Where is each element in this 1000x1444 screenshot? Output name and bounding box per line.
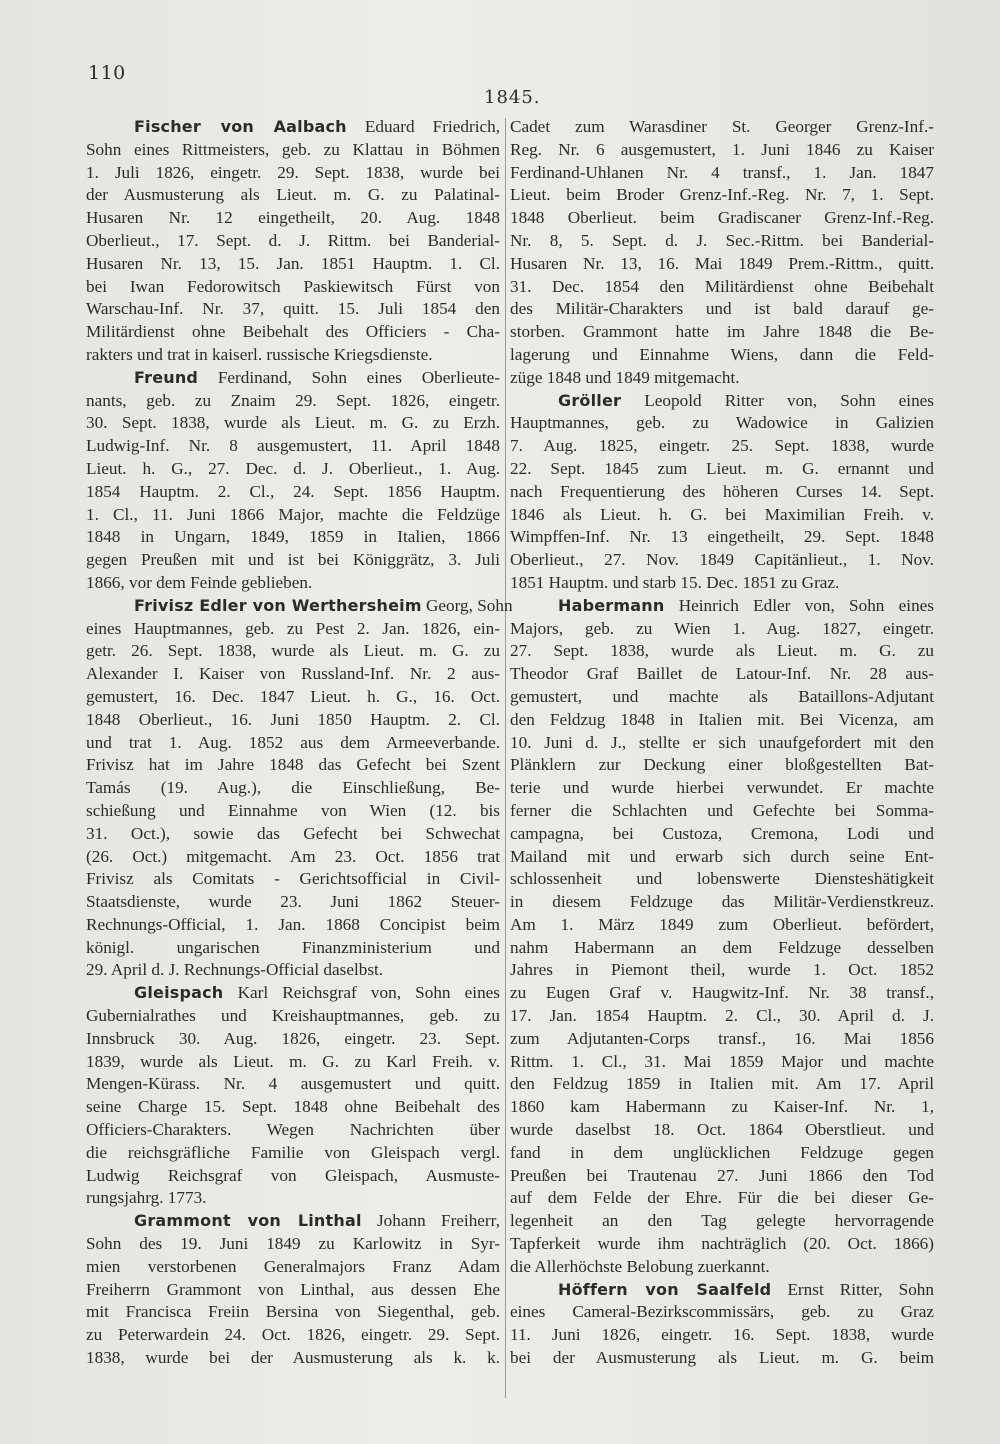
entry-line: Ludwig-Inf. Nr. 8 ausgemustert, 11. April 1848 [86, 436, 500, 456]
entry-line: 1. Juli 1826, eingetr. 29. Sept. 1838, wurde bei [86, 162, 500, 182]
biography-entry [86, 982, 500, 1210]
entry-line: Rittm. 1. Cl., 31. Mai 1859 Major und machte [510, 1051, 934, 1071]
entry-line: gemustert, und machte als Bataillons-Adjutant [510, 686, 934, 706]
entry-line: Rechnungs-Official, 1. Jan. 1868 Concipist beim [86, 914, 500, 934]
entry-text: Cadet zum Warasdiner St. Georger Grenz-Inf.- [510, 117, 934, 136]
entry-line: ferner die Schlachten und Gefechte bei Somma- [510, 800, 934, 820]
entry-line: 27. Sept. 1838, wurde als Lieut. m. G. zu [510, 641, 934, 661]
entry-name: Freund [134, 367, 199, 387]
entry-line: fand in dem unglücklichen Feldzuge gegen [510, 1142, 934, 1162]
entry-line: lagerung und Einnahme Wiens, dann die Feld- [510, 344, 934, 364]
entry-line: 1860 kam Habermann zu Kaiser-Inf. Nr. 1, [510, 1097, 934, 1117]
entry-line [510, 390, 934, 413]
entry-line: 7. Aug. 1825, eingetr. 25. Sept. 1838, wurde [510, 436, 934, 456]
entry-line: eines Cameral-Bezirkscommissärs, geb. zu Graz [510, 1302, 934, 1322]
entry-line: 1838, wurde bei der Ausmusterung als k. k. [86, 1348, 500, 1368]
entry-line: Ludwig Reichsgraf von Gleispach, Ausmuste- [86, 1165, 500, 1185]
entry-line: legenheit an den Tag gelegte hervorragende [510, 1211, 934, 1231]
biography-entry [86, 1210, 500, 1370]
entry-line: des Militär-Charakters und ist bald darauf ge- [510, 299, 934, 319]
entry-text: Ferdinand, Sohn eines Oberlieute- [198, 367, 500, 387]
entry-line: Wimpffen-Inf. Nr. 13 eingetheilt, 29. Sept. 1848 [510, 527, 934, 547]
entry-line [86, 982, 500, 1005]
entry-line: campagna, bei Custoza, Cremona, Lodi und [510, 823, 934, 843]
entry-text: Eduard Friedrich, [346, 117, 500, 136]
entry-line: 1854 Hauptm. 2. Cl., 24. Sept. 1856 Hauptm. [86, 481, 500, 501]
entry-line [86, 367, 500, 390]
biography-entry [86, 367, 500, 595]
entry-line: Jahres in Piemont theil, wurde 1. Oct. 1852 [510, 960, 934, 980]
entry-line: 1851 Hauptm. und starb 15. Dec. 1851 zu Graz. [510, 572, 840, 592]
biography-entry [86, 595, 513, 983]
entry-name: Grammont von Linthal [134, 1211, 362, 1231]
entry-line: Alexander I. Kaiser von Russland-Inf. Nr. 2 aus- [86, 664, 500, 684]
biography-entry [86, 116, 500, 367]
entry-line: Lieut. beim Broder Grenz-Inf.-Reg. Nr. 7, 1. Sept. [510, 185, 934, 205]
biography-entry [510, 1279, 934, 1370]
entry-line: gegen Preußen mit und ist bei Königgrätz, 3. Juli [86, 550, 500, 570]
entry-line: Sohn eines Rittmeisters, geb. zu Klattau in Böhmen [86, 139, 500, 159]
entry-line: Sohn des 19. Juni 1849 zu Karlowitz in Syr- [86, 1234, 500, 1254]
entry-line: 1. Cl., 11. Juni 1866 Major, machte die Feldzüge [86, 504, 500, 524]
entry-line: 29. April d. J. Rechnungs-Official daselbst. [86, 960, 384, 980]
biography-entry [510, 116, 934, 390]
entry-line [510, 116, 934, 139]
entry-line: mien verstorbenen Generalmajors Franz Adam [86, 1256, 500, 1276]
entry-line: Reg. Nr. 6 ausgemustert, 1. Juni 1846 zu Kaiser [510, 139, 934, 159]
entry-line: seine Charge 15. Sept. 1848 ohne Beibehalt des [86, 1097, 500, 1117]
entry-line: storben. Grammont hatte im Jahre 1848 die Be- [510, 322, 934, 342]
entry-line: die reichsgräfliche Familie von Gleispach vergl. [86, 1142, 500, 1162]
entry-line: rakters und trat in kaiserl. russische Kriegsdienste. [86, 344, 433, 364]
running-head-year: 1845. [484, 87, 541, 108]
entry-line: Plänklern zur Deckung einer bloßgestellten Bat- [510, 755, 934, 775]
page-number: 110 [88, 62, 126, 84]
entry-line [86, 595, 513, 618]
entry-line: züge 1848 und 1849 mitgemacht. [510, 367, 740, 387]
column-divider [505, 118, 506, 1398]
entry-line: Mailand mit und erwarb sich durch seine Ent- [510, 846, 934, 866]
entry-name: Habermann [558, 595, 665, 615]
entry-line: Majors, geb. zu Wien 1. Aug. 1827, eingetr. [510, 618, 934, 638]
entry-line: 1848 Oberlieut., 16. Juni 1850 Hauptm. 2. Cl. [86, 709, 500, 729]
entry-line: zu Eugen Graf v. Haugwitz-Inf. Nr. 38 transf., [510, 983, 934, 1003]
entry-line: bei Iwan Fedorowitsch Paskiewitsch Fürst von [86, 276, 500, 296]
entry-name: Frivisz Edler von Werthersheim [134, 595, 422, 615]
entry-line [86, 1210, 500, 1233]
entry-line: die Allerhöchste Belobung zuerkannt. [510, 1256, 770, 1276]
left-column [86, 116, 513, 1370]
entry-line: mit Francisca Freiin Bersina von Siegenthal, geb. [86, 1302, 500, 1322]
entry-line: zum Adjutanten-Corps transf., 16. Mai 1856 [510, 1028, 934, 1048]
entry-line: schlossenheit und lobenswerte Diensteshätigkeit [510, 869, 934, 889]
entry-text: Leopold Ritter von, Sohn eines [621, 390, 934, 410]
entry-line: Theodor Graf Baillet de Latour-Inf. Nr. 28 aus- [510, 664, 934, 684]
entry-line: Hauptmannes, geb. zu Wadowice in Galizien [510, 413, 934, 433]
entry-line: Staatsdienste, wurde 23. Juni 1862 Steuer- [86, 892, 500, 912]
entry-name: Höffern von Saalfeld [558, 1279, 772, 1299]
entry-line: Oberlieut., 17. Sept. d. J. Rittm. bei Banderial- [86, 230, 500, 250]
entry-line: Tapferkeit wurde ihm nachträglich (20. Oct. 1866) [510, 1234, 934, 1254]
entry-line: terie und wurde hierbei verwundet. Er machte [510, 778, 934, 798]
entry-line: Am 1. März 1849 zum Oberlieut. befördert, [510, 914, 934, 934]
entry-line: 22. Sept. 1845 zum Lieut. m. G. ernannt und [510, 458, 934, 478]
entry-line: 30. Sept. 1838, wurde als Lieut. m. G. zu Erzh. [86, 413, 500, 433]
entry-line: Tamás (19. Aug.), die Einschließung, Be- [86, 778, 500, 798]
entry-line: wurde daselbst 18. Oct. 1864 Oberstlieut. und [510, 1120, 934, 1140]
entry-line: Oberlieut., 27. Nov. 1849 Capitänlieut., 1. Nov. [510, 550, 934, 570]
entry-text: Karl Reichsgraf von, Sohn eines [223, 983, 500, 1003]
entry-line: Freiherrn Grammont von Linthal, aus dessen Ehe [86, 1279, 500, 1299]
entry-line: 10. Juni d. J., stellte er sich unaufgefordert mit den [510, 732, 934, 752]
entry-line: Preußen bei Trautenau 27. Juni 1866 den Tod [510, 1165, 934, 1185]
entry-line: 31. Dec. 1854 den Militärdienst ohne Beibehalt [510, 276, 934, 296]
entry-line: Husaren Nr. 13, 16. Mai 1849 Prem.-Rittm., quitt. [510, 253, 934, 273]
biography-entry [510, 595, 934, 1279]
entry-line: königl. ungarischen Finanzministerium und [86, 937, 500, 957]
entry-line: getr. 26. Sept. 1838, wurde als Lieut. m. G. zu [86, 641, 500, 661]
entry-line: Innsbruck 30. Aug. 1826, eingetr. 23. Sept. [86, 1028, 500, 1048]
right-column [510, 116, 934, 1370]
entry-line: nach Frequentierung des höheren Curses 14. Sept. [510, 481, 934, 501]
entry-line: Husaren Nr. 12 eingetheilt, 20. Aug. 1848 [86, 208, 500, 228]
entry-line: Mengen-Kürass. Nr. 4 ausgemustert und quitt. [86, 1074, 500, 1094]
entry-line: rungsjahrg. 1773. [86, 1188, 207, 1208]
entry-line: 1848 Oberlieut. beim Gradiscaner Grenz-Inf.-Reg. [510, 208, 934, 228]
entry-text: Georg, Sohn [421, 595, 513, 615]
entry-line: 31. Oct.), sowie das Gefecht bei Schwechat [86, 823, 500, 843]
entry-line [510, 1279, 934, 1302]
entry-line: Frivisz als Comitats - Gerichtsofficial in Civil- [86, 869, 500, 889]
entry-line: zu Peterwardein 24. Oct. 1826, eingetr. 29. Sept. [86, 1325, 500, 1345]
entry-line: 11. Juni 1826, eingetr. 16. Sept. 1838, wurde [510, 1325, 934, 1345]
entry-name: Fischer von Aalbach [134, 117, 347, 136]
entry-line: eines Hauptmannes, geb. zu Pest 2. Jan. 1826, ein- [86, 618, 500, 638]
entry-line: schießung und Einnahme von Wien (12. bis [86, 800, 500, 820]
entry-line: Gubernialrathes und Kreishauptmannes, geb. zu [86, 1006, 500, 1026]
entry-line: 1846 als Lieut. h. G. bei Maximilian Freih. v. [510, 504, 934, 524]
entry-line: bei der Ausmusterung als Lieut. m. G. beim [510, 1348, 934, 1368]
entry-line: nants, geb. zu Znaim 29. Sept. 1826, eingetr. [86, 390, 500, 410]
entry-line: Officiers-Charakters. Wegen Nachrichten über [86, 1120, 500, 1140]
entry-line: Lieut. h. G., 27. Dec. d. J. Oberlieut., 1. Aug. [86, 458, 500, 478]
entry-line [510, 595, 934, 618]
entry-line: (26. Oct.) mitgemacht. Am 23. Oct. 1856 trat [86, 846, 500, 866]
entry-line: 1839, wurde als Lieut. m. G. zu Karl Freih. v. [86, 1051, 500, 1071]
entry-text: Ernst Ritter, Sohn [771, 1279, 934, 1299]
entry-line: und trat 1. Aug. 1852 aus dem Armeeverbande. [86, 732, 500, 752]
entry-line: in diesem Feldzuge das Militär-Verdienstkreuz. [510, 892, 934, 912]
entry-line: 1866, vor dem Feinde geblieben. [86, 572, 313, 592]
entry-line: auf dem Felde der Ehre. Für die bei dieser Ge- [510, 1188, 934, 1208]
entry-name: Gröller [558, 390, 622, 410]
biography-entry [510, 390, 934, 595]
entry-line: der Ausmusterung als Lieut. m. G. zu Palatinal- [86, 185, 500, 205]
entry-line: 1848 in Ungarn, 1849, 1859 in Italien, 1866 [86, 527, 500, 547]
entry-line: Nr. 8, 5. Sept. d. J. Sec.-Rittm. bei Banderial- [510, 230, 934, 250]
entry-line: Militärdienst ohne Beibehalt des Officiers - Cha- [86, 322, 500, 342]
entry-line [86, 116, 500, 139]
entry-line: 17. Jan. 1854 Hauptm. 2. Cl., 30. April d. J. [510, 1006, 934, 1026]
entry-line: Warschau-Inf. Nr. 37, quitt. 15. Juli 1854 den [86, 299, 500, 319]
entry-line: den Feldzug 1848 in Italien mit. Bei Vicenza, am [510, 709, 934, 729]
entry-text: Johann Freiherr, [361, 1211, 500, 1231]
entry-line: nahm Habermann an dem Feldzuge desselben [510, 937, 934, 957]
entry-text: Heinrich Edler von, Sohn eines [664, 595, 934, 615]
entry-line: Ferdinand-Uhlanen Nr. 4 transf., 1. Jan. 1847 [510, 162, 934, 182]
entry-line: gemustert, 16. Dec. 1847 Lieut. h. G., 16. Oct. [86, 686, 500, 706]
entry-line: den Feldzug 1859 in Italien mit. Am 17. April [510, 1074, 934, 1094]
entry-name: Gleispach [134, 983, 224, 1003]
entry-line: Husaren Nr. 13, 15. Jan. 1851 Hauptm. 1. Cl. [86, 253, 500, 273]
entry-line: Frivisz hat im Jahre 1848 das Gefecht bei Szent [86, 755, 500, 775]
